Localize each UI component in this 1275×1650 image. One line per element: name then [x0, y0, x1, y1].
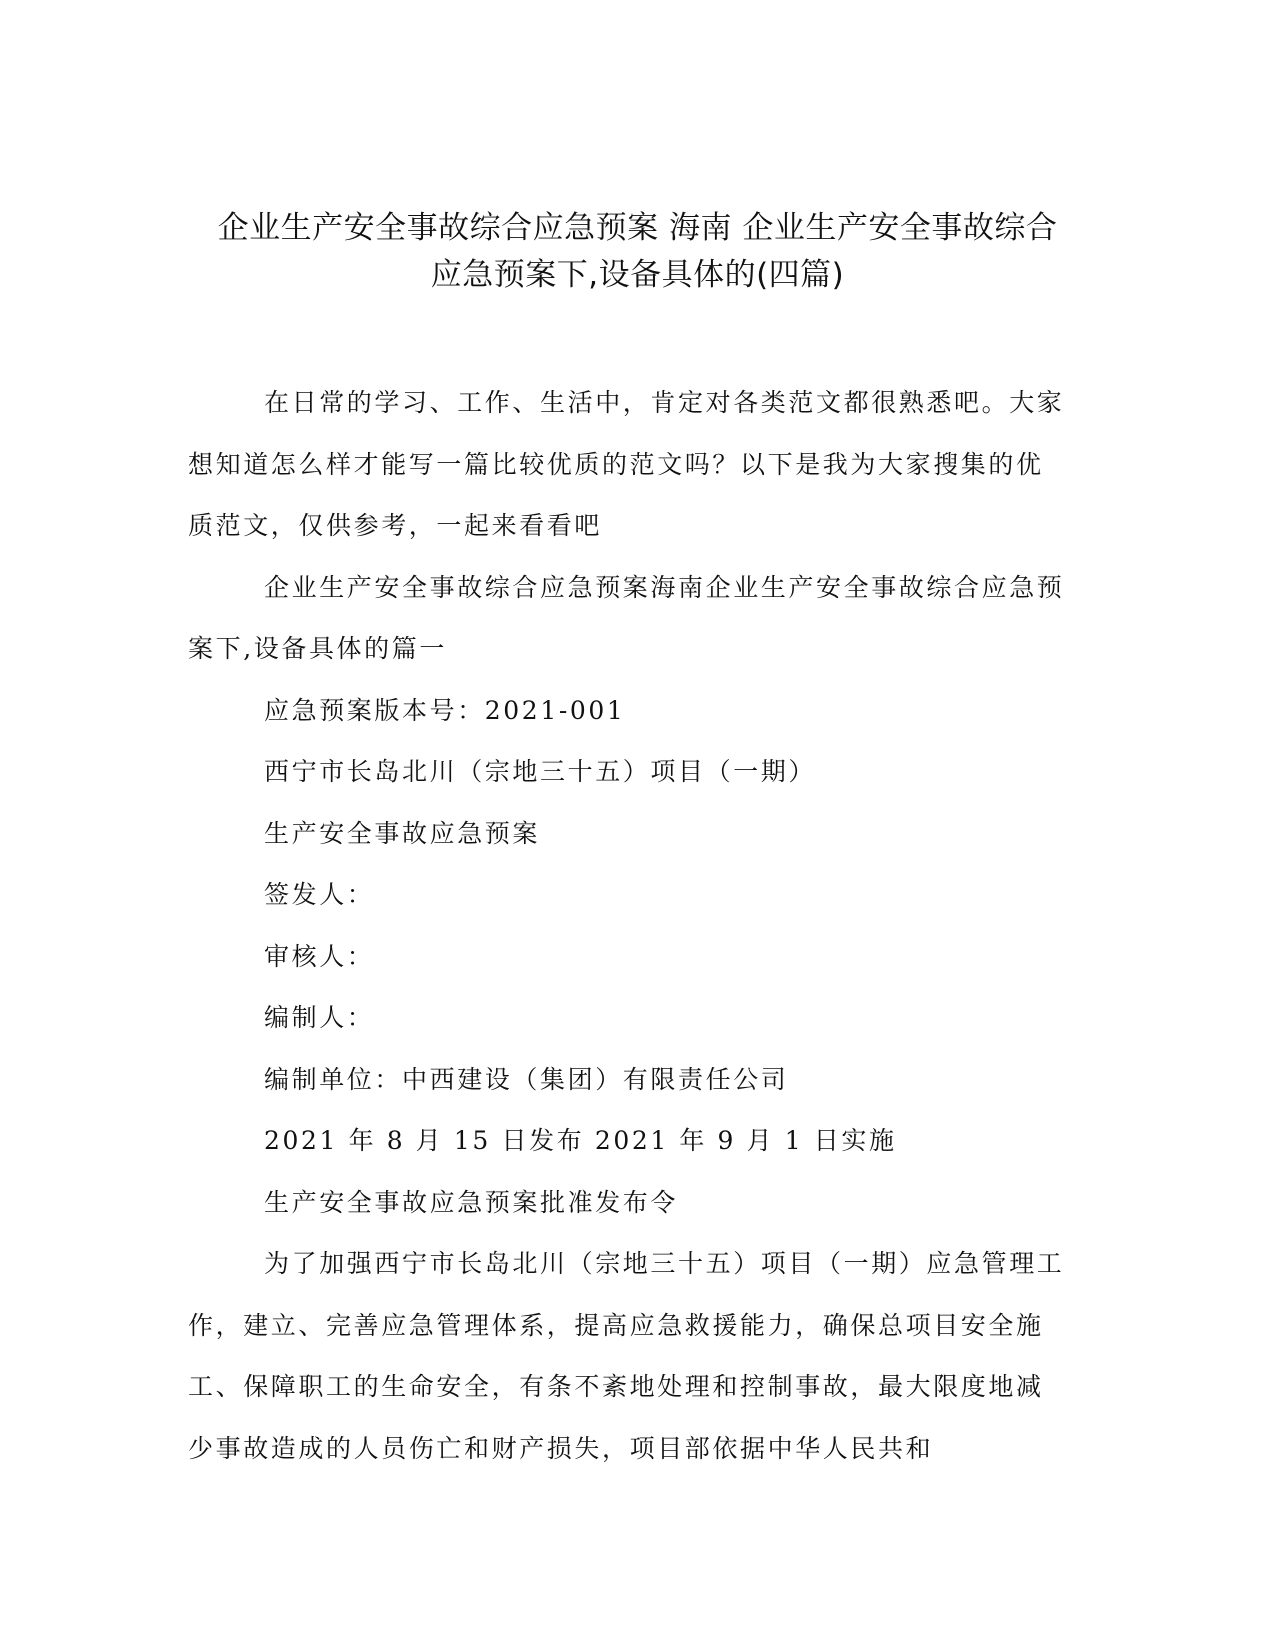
paragraph-plan-name: 生产安全事故应急预案	[264, 818, 541, 848]
paragraph-compiling-unit: 编制单位：中西建设（集团）有限责任公司	[264, 1064, 789, 1094]
paragraph-issuer: 签发人：	[264, 880, 375, 909]
paragraph-compiler: 编制人：	[264, 1003, 375, 1032]
paragraph-order-body: 为了加强西宁市长岛北川（宗地三十五）项目（一期）应急管理工作，建立、完善应急管理体系，提高应急救援能力，确保总项目安全施工、保障职工的生命安全，有条不紊地处理和控制事故，最大限度地减少事故造成的人员伤亡和财产损失，项目部依据中华人民共和	[188, 1249, 1065, 1463]
paragraph-reviewer: 审核人：	[264, 941, 375, 971]
paragraph-section-heading: 企业生产安全事故综合应急预案海南企业生产安全事故综合应急预案下,设备具体的篇一	[188, 572, 1065, 663]
paragraph-intro: 在日常的学习、工作、生活中，肯定对各类范文都很熟悉吧。大家想知道怎么样才能写一篇比较优质的范文吗？以下是我为大家搜集的优质范文，仅供参考，一起来看看吧	[188, 388, 1065, 540]
paragraph-project-name: 西宁市长岛北川（宗地三十五）项目（一期）	[264, 757, 817, 786]
document-title	[150, 205, 1125, 299]
paragraph-dates: 2021 年 8 月 15 日发布 2021 年 9 月 1 日实施	[264, 1126, 897, 1155]
document-body	[188, 372, 1068, 1479]
title-line-1: 企业生产安全事故综合应急预案 海南 企业生产安全事故综合	[217, 210, 1058, 246]
paragraph-version: 应急预案版本号：2021-001	[264, 695, 626, 725]
paragraph-order-title: 生产安全事故应急预案批准发布令	[264, 1187, 679, 1217]
title-line-2: 应急预案下,设备具体的(四篇)	[430, 257, 845, 293]
